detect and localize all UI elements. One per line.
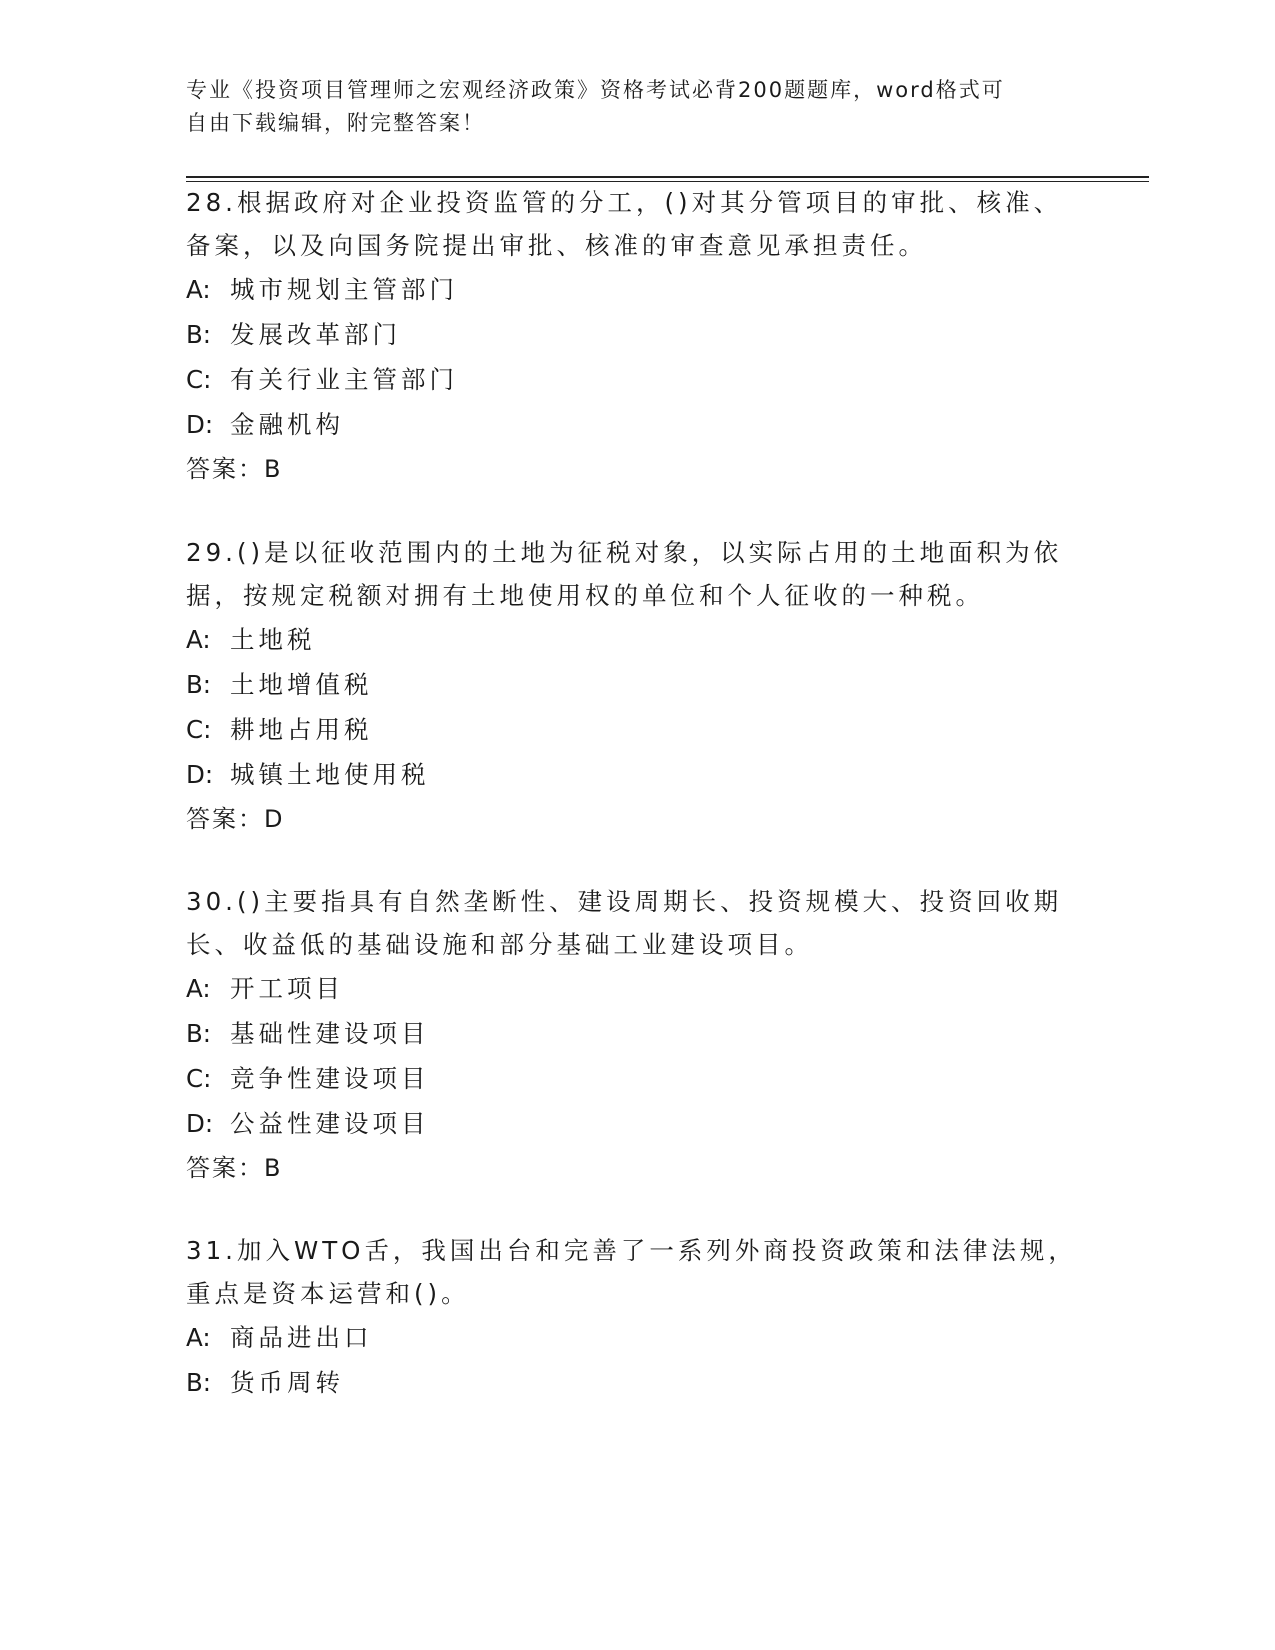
question-stem-line-1: 28.根据政府对企业投资监管的分工，()对其分管项目的审批、核准、 <box>186 188 1063 217</box>
option-text: 基础性建设项目 <box>230 1019 430 1048</box>
option-d <box>186 402 1086 447</box>
question-stem-line-2: 重点是资本运营和()。 <box>186 1279 470 1308</box>
option-key: B: <box>186 1368 212 1397</box>
option-text: 金融机构 <box>230 410 344 439</box>
option-key: A: <box>186 275 211 304</box>
question-30 <box>186 880 1086 1191</box>
option-text: 有关行业主管部门 <box>230 365 458 394</box>
option-key: B: <box>186 320 212 349</box>
question-stem-line-2: 据，按规定税额对拥有土地使用权的单位和个人征收的一种税。 <box>186 581 984 610</box>
option-text: 货币周转 <box>230 1368 344 1397</box>
option-key: B: <box>186 670 212 699</box>
document-header <box>186 74 1086 140</box>
option-key: D: <box>186 760 214 789</box>
header-divider-thick <box>186 176 1149 178</box>
option-a <box>186 617 1086 662</box>
option-text: 竞争性建设项目 <box>230 1064 430 1093</box>
option-text: 商品进出口 <box>230 1323 373 1352</box>
option-text: 开工项目 <box>230 974 344 1003</box>
question-stem-line-1: 31.加入WTO舌，我国出台和完善了一系列外商投资政策和法律法规， <box>186 1236 1077 1265</box>
option-a <box>186 966 1086 1011</box>
header-line-2: 自由下载编辑，附完整答案！ <box>186 111 485 135</box>
option-text: 土地税 <box>230 625 316 654</box>
option-text: 城镇土地使用税 <box>230 760 430 789</box>
option-text: 公益性建设项目 <box>230 1109 430 1138</box>
option-key: C: <box>186 365 212 394</box>
option-text: 土地增值税 <box>230 670 373 699</box>
header-line-1: 专业《投资项目管理师之宏观经济政策》资格考试必背200题题库，word格式可 <box>186 78 1005 102</box>
question-stem-line-1: 30.()主要指具有自然垄断性、建设周期长、投资规模大、投资回收期 <box>186 887 1063 916</box>
question-stem-line-2: 备案，以及向国务院提出审批、核准的审查意见承担责任。 <box>186 231 927 260</box>
option-text: 城市规划主管部门 <box>230 275 458 304</box>
option-a <box>186 267 1086 312</box>
option-key: C: <box>186 715 212 744</box>
option-b <box>186 1011 1086 1056</box>
option-text: 发展改革部门 <box>230 320 401 349</box>
option-key: C: <box>186 1064 212 1093</box>
question-stem-line-2: 长、收益低的基础设施和部分基础工业建设项目。 <box>186 930 813 959</box>
answer-label: 答案：B <box>186 455 283 483</box>
option-c <box>186 357 1086 402</box>
option-c <box>186 707 1086 752</box>
option-c <box>186 1056 1086 1101</box>
question-29 <box>186 531 1086 842</box>
answer-label: 答案：B <box>186 1154 283 1182</box>
option-d <box>186 752 1086 797</box>
option-key: B: <box>186 1019 212 1048</box>
question-28 <box>186 181 1086 492</box>
option-key: A: <box>186 625 211 654</box>
option-b <box>186 312 1086 357</box>
option-key: A: <box>186 1323 211 1352</box>
option-key: D: <box>186 1109 214 1138</box>
option-key: D: <box>186 410 214 439</box>
question-31 <box>186 1229 1086 1405</box>
option-text: 耕地占用税 <box>230 715 373 744</box>
option-a <box>186 1315 1086 1360</box>
question-stem-line-1: 29.()是以征收范围内的土地为征税对象，以实际占用的土地面积为依 <box>186 538 1063 567</box>
option-b <box>186 1360 1086 1405</box>
option-b <box>186 662 1086 707</box>
option-key: A: <box>186 974 211 1003</box>
option-d <box>186 1101 1086 1146</box>
answer-label: 答案：D <box>186 805 285 833</box>
